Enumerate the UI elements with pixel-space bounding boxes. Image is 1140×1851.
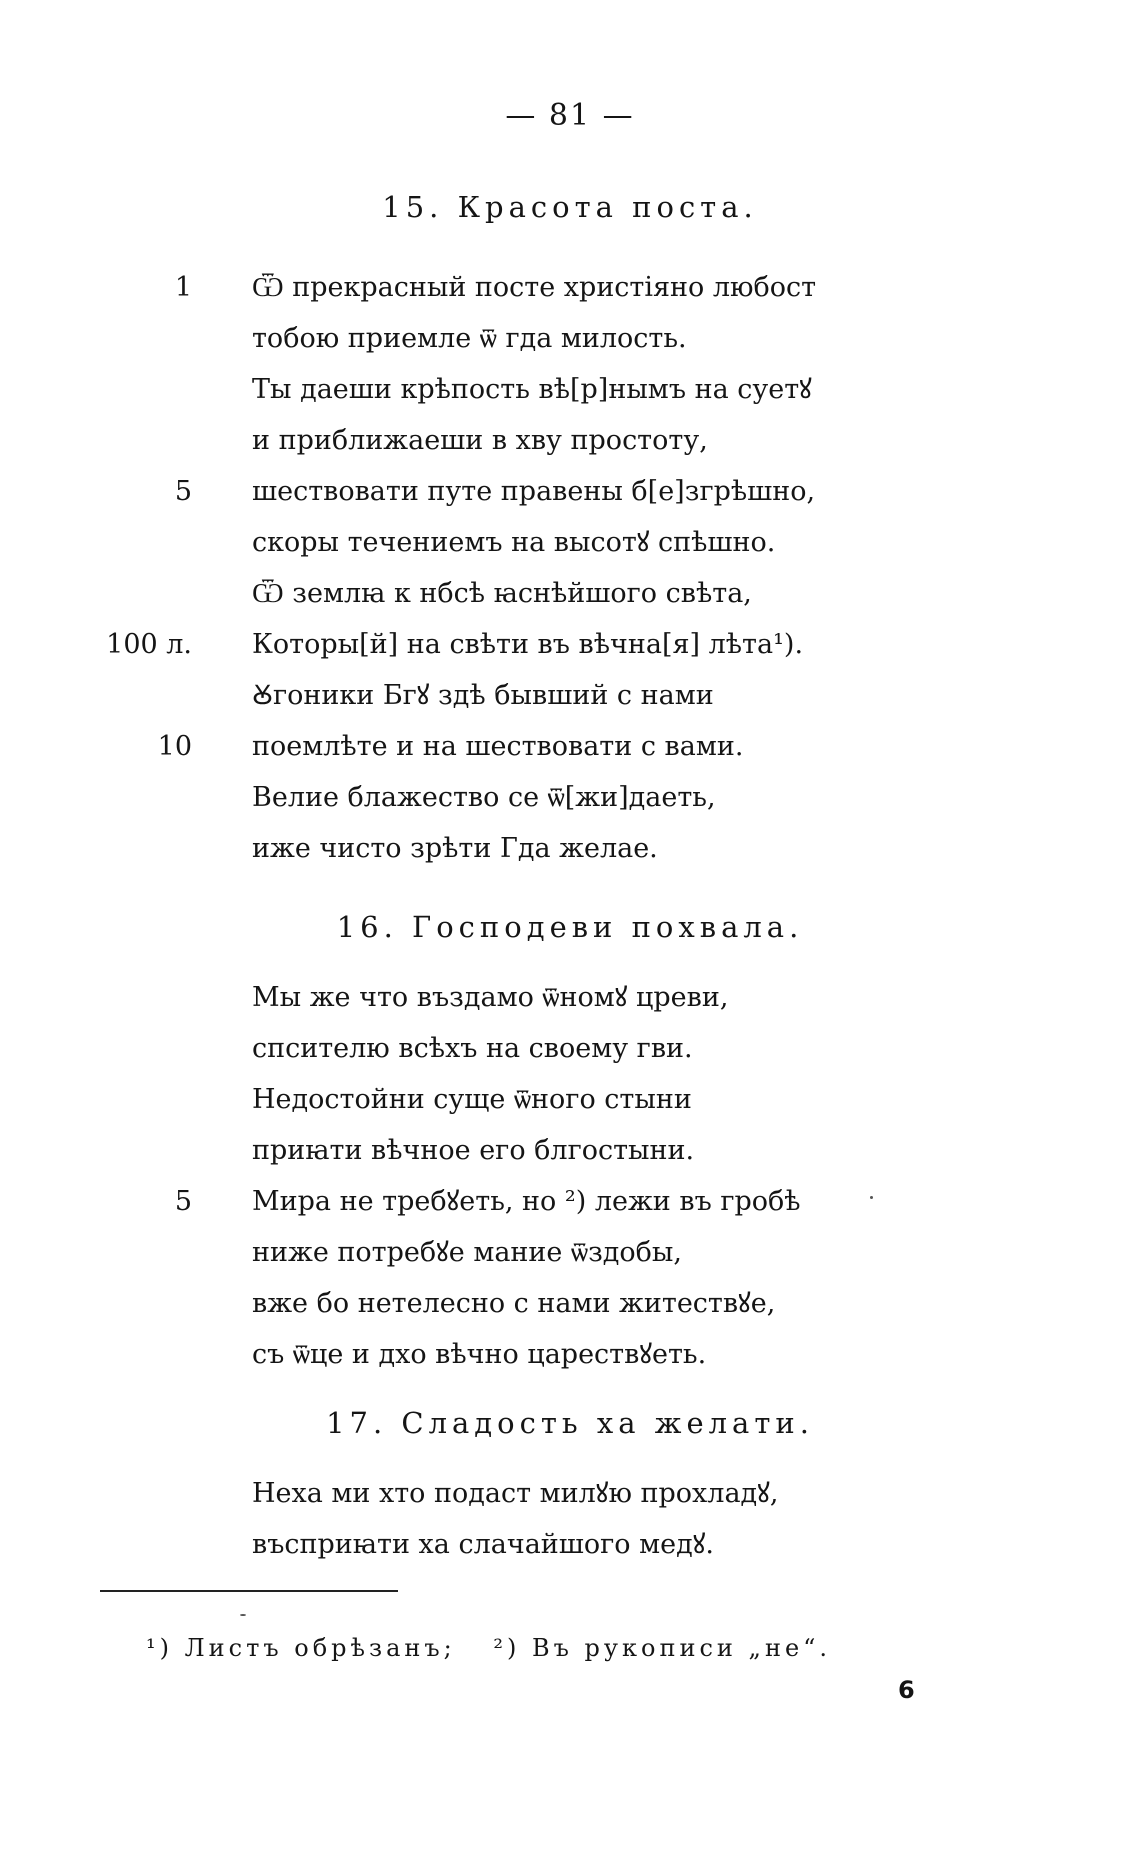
line-text: спсителю всѣхъ на своему гви. bbox=[252, 1033, 693, 1064]
line-number: 100 л. bbox=[106, 629, 192, 660]
section-heading-16: 16. Господеви похвала. bbox=[336, 910, 804, 944]
poem-17 bbox=[252, 1468, 778, 1570]
line-text: и приближаеши в хву простоту, bbox=[252, 425, 708, 456]
poem-line bbox=[252, 517, 816, 568]
line-text: поемлѣте и на шествовати с вами. bbox=[252, 731, 744, 762]
poem-line bbox=[252, 1227, 801, 1278]
poem-line bbox=[157, 721, 816, 772]
poem-line bbox=[252, 1278, 801, 1329]
poem-line bbox=[252, 1329, 801, 1380]
line-text: Которы[й] на свѣти въ вѣчна[я] лѣта¹). bbox=[252, 629, 804, 660]
line-number: 5 bbox=[174, 476, 192, 507]
poem-16 bbox=[174, 972, 801, 1380]
footnote-1: ¹) Листъ обрѣзанъ; bbox=[146, 1634, 456, 1662]
line-text: Велие блажество се ѿ[жи]даеть, bbox=[252, 782, 716, 813]
poem-line bbox=[174, 466, 816, 517]
poem-line bbox=[252, 1125, 801, 1176]
poem-line bbox=[252, 1023, 801, 1074]
line-text: шествовати путе правены б[е]згрѣшно, bbox=[252, 476, 816, 507]
footnote-2: ²) Въ рукописи „не“. bbox=[493, 1634, 832, 1662]
line-number: 5 bbox=[174, 1186, 192, 1217]
line-text: ниже потребꙋе мание ѿздобы, bbox=[252, 1237, 683, 1268]
poem-line bbox=[252, 670, 816, 721]
page-number: — 81 — bbox=[505, 98, 635, 133]
signature-mark: 6 bbox=[898, 1676, 915, 1704]
poem-line bbox=[174, 1176, 801, 1227]
poem-line bbox=[252, 1468, 778, 1519]
line-text: Ꙋгоники Бгꙋ здѣ бывший с нами bbox=[252, 680, 714, 711]
poem-line bbox=[252, 568, 816, 619]
poem-line bbox=[252, 313, 816, 364]
poem-line bbox=[252, 1519, 778, 1570]
line-text: Мира не требꙋеть, но ²) лежи въ гробѣ bbox=[252, 1186, 801, 1217]
line-text: тобою приемле ѿ гда милость. bbox=[252, 323, 687, 354]
line-text: Ты даеши крѣпость вѣ[р]нымъ на суетꙋ bbox=[252, 374, 812, 405]
line-text: скоры течениемъ на высотꙋ спѣшно. bbox=[252, 527, 776, 558]
poem-line bbox=[106, 619, 816, 670]
line-text: иже чисто зрѣти Гда желае. bbox=[252, 833, 658, 864]
line-text: Ѿ прекрасный посте христіяно любост bbox=[252, 272, 817, 303]
poem-15 bbox=[106, 262, 817, 874]
line-text: Неха ми хто подаст милꙋю прохладꙋ, bbox=[252, 1478, 779, 1509]
poem-line bbox=[252, 823, 816, 874]
poem-line bbox=[252, 772, 816, 823]
poem-line bbox=[252, 972, 801, 1023]
footnotes bbox=[146, 1634, 857, 1662]
section-heading-15: 15. Красота поста. bbox=[382, 190, 758, 224]
ink-speck bbox=[240, 1614, 246, 1616]
line-text: Недостойни суще ѿного стыни bbox=[252, 1084, 692, 1115]
ink-speck bbox=[870, 1196, 873, 1199]
line-text: вже бо нетелесно с нами житествꙋе, bbox=[252, 1288, 776, 1319]
poem-line bbox=[252, 364, 816, 415]
line-text: съ ѿце и дхо вѣчно царествꙋеть. bbox=[252, 1339, 707, 1370]
footnote-separator bbox=[100, 1590, 398, 1592]
section-heading-17: 17. Сладость ха желати. bbox=[326, 1406, 814, 1440]
poem-line bbox=[252, 1074, 801, 1125]
line-text: въсприꙗти ха слачайшого медꙋ. bbox=[252, 1529, 714, 1560]
line-number: 10 bbox=[157, 731, 192, 762]
line-text: Ѿ землꙗ к нбсѣ ꙗснѣйшого свѣта, bbox=[252, 578, 752, 609]
poem-line bbox=[174, 262, 817, 313]
line-text: приꙗти вѣчное его блгостыни. bbox=[252, 1135, 695, 1166]
line-number: 1 bbox=[174, 272, 192, 303]
line-text: Мы же что въздамо ѿномꙋ цреви, bbox=[252, 982, 729, 1013]
poem-line bbox=[252, 415, 816, 466]
